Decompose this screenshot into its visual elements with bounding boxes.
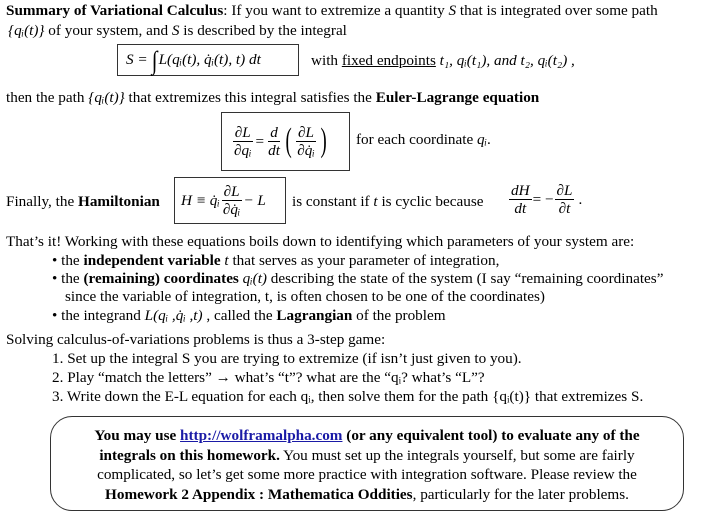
period: . (578, 190, 583, 208)
fraction-dL-dt (555, 183, 575, 216)
bullet-coordinates-continued: since the variable of integration, t, is often chosen to be one of the coordinates) (65, 288, 545, 305)
endpoints: t₁, qᵢ(t₁), and t₂, qᵢ(t₂) , (435, 52, 575, 69)
denominator: dt (268, 141, 280, 159)
intro-text: that is integrated over some path (456, 2, 658, 19)
bullet-text: • the (52, 252, 84, 269)
hamiltonian-equation (181, 180, 266, 220)
hamiltonian-box (174, 177, 286, 224)
var-t: t (220, 252, 229, 269)
hamiltonian-intro (6, 192, 160, 211)
numerator: ∂L (223, 182, 240, 200)
numerator: ∂L (234, 123, 251, 141)
path-set: {qᵢ(t)} (8, 22, 45, 39)
note-plain: You must set up the integrals yourself, but some are fairly complicated, so let’s get some more practice with integration software. Please review the (97, 446, 637, 483)
bullet-text: of the problem (352, 307, 446, 324)
bullet-coordinates (52, 269, 663, 288)
text: that extremizes this integral satisfies the (124, 89, 376, 106)
euler-lagrange-box (221, 112, 350, 171)
intro-line-2 (8, 21, 347, 40)
equals-sign: = (255, 132, 265, 150)
denominator: ∂q̇ᵢ (297, 141, 315, 159)
text: for each coordinate (356, 131, 478, 148)
eq-lhs: S = (126, 51, 152, 68)
bullet-text: , called the (202, 307, 277, 324)
denominator: ∂t (558, 199, 571, 217)
step-2: 2. Play “match the letters” → what’s “t”? what are the “qᵢ? what’s “L”? (52, 369, 485, 386)
note-text (51, 426, 683, 504)
appendix-reference: Homework 2 Appendix : Mathematica Oddities (105, 485, 413, 503)
fraction-dL-dqdot (295, 125, 317, 158)
step-1: 1. Set up the integral S you are trying to extremize (if isn’t just given to you). (52, 350, 522, 367)
cyclic-text (292, 192, 484, 211)
euler-lagrange-label: Euler-Lagrange equation (375, 89, 540, 106)
with-text: with (311, 52, 342, 69)
numerator: ∂L (556, 181, 573, 199)
step-3: 3. Write down the E-L equation for each qᵢ, then solve them for the path {qᵢ(t)} that extremizes S. (52, 388, 644, 405)
path-set: {qᵢ(t)} (88, 89, 125, 106)
denominator: ∂q̇ᵢ (222, 200, 241, 218)
H-def: H ≡ q̇ᵢ (181, 191, 220, 209)
bullet-lagrangian (52, 306, 446, 325)
bullet-text: describing the state of the system (I say “remaining coordinates” (267, 270, 664, 287)
var-qi-t: qᵢ(t) (238, 270, 267, 287)
hamiltonian-label: Hamiltonian (78, 193, 160, 210)
action-equation: S = ∫L(qᵢ(t), q̇ᵢ(t), t) dt (126, 46, 261, 75)
bullet-text: • the (52, 270, 84, 287)
var-S: S (171, 22, 180, 39)
lagrangian-expr: L(qᵢ ,q̇ᵢ ,t) (144, 307, 203, 324)
numerator: dH (511, 181, 530, 199)
var-qi: qᵢ (477, 131, 488, 148)
text: is constant if (292, 193, 374, 210)
action-equation-box (117, 44, 299, 76)
equals-minus: = − (532, 190, 554, 208)
period: . (487, 131, 491, 148)
intro-text: of your system, and (44, 22, 172, 39)
numerator: d (270, 123, 278, 141)
left-paren: ( (285, 122, 292, 159)
bold-term: Lagrangian (276, 307, 353, 324)
euler-lagrange-equation (231, 119, 329, 163)
wolframalpha-note-box (50, 416, 684, 511)
minus-L: − L (243, 191, 266, 209)
each-coordinate-text (356, 130, 491, 149)
bold-term: (remaining) coordinates (83, 270, 239, 287)
dH-dt-equation (508, 178, 582, 220)
text: Finally, the (6, 193, 78, 210)
var-S: S (448, 2, 457, 19)
euler-intro-line (6, 88, 539, 107)
eq-body: L(qᵢ(t), q̇ᵢ(t), t) dt (158, 51, 261, 68)
var-t: t (373, 193, 378, 210)
fraction-dH-dt (509, 183, 532, 216)
text: is cyclic because (377, 193, 484, 210)
note-bold: (or any equivalent tool) to evaluate any of the integrals on this homework. (99, 427, 640, 464)
intro-text: : If you want to extremize a quantity (223, 2, 449, 19)
numerator: ∂L (298, 123, 314, 141)
intro-text: is described by the integral (179, 22, 347, 39)
right-paren: ) (320, 122, 327, 159)
fraction-dL-dq (232, 125, 254, 158)
bold-term: independent variable (83, 252, 221, 269)
intro-line-1 (6, 1, 658, 20)
steps-intro: Solving calculus-of-variations problems is thus a 3-step game: (6, 331, 386, 348)
thats-it-line: That’s it! Working with these equations boils down to identifying which parameters of your system are: (6, 233, 635, 250)
fixed-endpoints-text (311, 51, 575, 70)
wolframalpha-link[interactable]: http://wolframalpha.com (180, 427, 343, 444)
fraction-dL-dqdot (221, 184, 243, 217)
note-plain: , particularly for the later problems. (412, 485, 629, 503)
denominator: ∂qᵢ (234, 141, 252, 159)
text: then the path (6, 89, 89, 106)
bullet-text: • the integrand (52, 307, 145, 324)
section-title: Summary of Variational Calculus (6, 2, 224, 19)
fraction-d-dt (266, 125, 282, 158)
note-bold: You may use (94, 427, 181, 444)
bullet-text: that serves as your parameter of integration, (228, 252, 500, 269)
bullet-independent-variable (52, 251, 499, 270)
denominator: dt (514, 199, 527, 217)
fixed-endpoints-underlined: fixed endpoints (341, 52, 436, 69)
